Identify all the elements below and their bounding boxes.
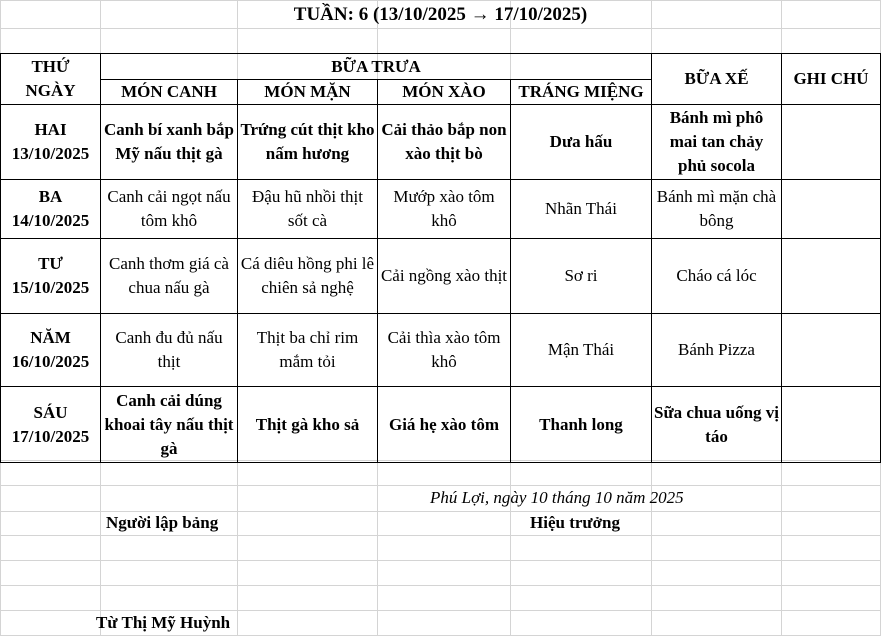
- day-name: TƯ: [38, 254, 63, 273]
- main-cell: Thịt ba chỉ rim mắm tỏi: [238, 314, 378, 387]
- table-row: [1, 387, 881, 463]
- dessert-cell: Mận Thái: [511, 314, 652, 387]
- day-cell: [1, 239, 101, 314]
- table-row: [1, 239, 881, 314]
- stirfry-cell: Cải thảo bắp non xào thịt bò: [378, 105, 511, 180]
- dessert-header: TRÁNG MIỆNG: [511, 80, 652, 105]
- preparer-name: Từ Thị Mỹ Huỳnh: [96, 613, 231, 632]
- place-date: Phú Lợi, ngày 10 tháng 10 năm 2025: [430, 488, 684, 507]
- main-cell: Đậu hũ nhồi thịt sốt cà: [238, 180, 378, 239]
- note-cell: [782, 314, 881, 387]
- soup-cell: Canh đu đủ nấu thịt: [101, 314, 238, 387]
- day-name: HAI: [34, 120, 67, 139]
- soup-header: MÓN CANH: [101, 80, 238, 105]
- snack-cell: Bánh Pizza: [652, 314, 782, 387]
- snack-cell: Sữa chua uống vị táo: [652, 387, 782, 463]
- day-name: BA: [38, 187, 63, 206]
- day-header: [1, 54, 101, 105]
- snack-cell: Cháo cá lóc: [652, 239, 782, 314]
- note-cell: [782, 180, 881, 239]
- snack-cell: Bánh mì mặn chà bông: [652, 180, 782, 239]
- soup-cell: Canh cải dúng khoai tây nấu thịt gà: [101, 387, 238, 463]
- dessert-cell: Thanh long: [511, 387, 652, 463]
- soup-cell: Canh thơm giá cà chua nấu gà: [101, 239, 238, 314]
- stirfry-cell: Giá hẹ xào tôm: [378, 387, 511, 463]
- lunch-header: BỮA TRƯA: [101, 54, 652, 80]
- soup-cell: Canh cải ngọt nấu tôm khô: [101, 180, 238, 239]
- menu-table: [0, 53, 881, 463]
- page-title: TUẦN: 6 (13/10/2025 → 17/10/2025): [293, 4, 588, 25]
- main-cell: Trứng cút thịt kho nấm hương: [238, 105, 378, 180]
- day-date: 17/10/2025: [11, 426, 90, 446]
- dessert-cell: Nhãn Thái: [511, 180, 652, 239]
- day-date: 15/10/2025: [11, 278, 90, 297]
- note-cell: [782, 387, 881, 463]
- note-cell: [782, 239, 881, 314]
- preparer-label: Người lập bảng: [106, 513, 219, 532]
- stirfry-cell: Mướp xào tôm khô: [378, 180, 511, 239]
- notes-header: GHI CHÚ: [782, 54, 881, 105]
- table-row: [1, 105, 881, 180]
- table-row: [1, 314, 881, 387]
- day-date: 16/10/2025: [11, 352, 90, 371]
- day-cell: [1, 387, 101, 463]
- dessert-cell: Sơ ri: [511, 239, 652, 314]
- day-header-line1: THỨ: [31, 57, 70, 76]
- stirfry-cell: Cải thìa xào tôm khô: [378, 314, 511, 387]
- day-header-line2: NGÀY: [25, 81, 76, 100]
- day-cell: [1, 180, 101, 239]
- main-cell: Thịt gà kho sả: [238, 387, 378, 463]
- day-date: 13/10/2025: [11, 144, 90, 163]
- day-cell: [1, 105, 101, 180]
- main-header: MÓN MẶN: [238, 80, 378, 105]
- stirfry-header: MÓN XÀO: [378, 80, 511, 105]
- note-cell: [782, 105, 881, 180]
- table-row: [1, 180, 881, 239]
- day-name: NĂM: [30, 328, 71, 347]
- day-name: SÁU: [33, 402, 68, 422]
- stirfry-cell: Cải ngồng xào thịt: [378, 239, 511, 314]
- principal-label: Hiệu trưởng: [530, 513, 620, 532]
- dessert-cell: Dưa hấu: [511, 105, 652, 180]
- day-cell: [1, 314, 101, 387]
- day-date: 14/10/2025: [11, 211, 90, 230]
- snack-cell: Bánh mì phô mai tan chảy phủ socola: [652, 105, 782, 180]
- snack-header: BỮA XẾ: [652, 54, 782, 105]
- soup-cell: Canh bí xanh bắp Mỹ nấu thịt gà: [101, 105, 238, 180]
- main-cell: Cá diêu hồng phi lê chiên sả nghệ: [238, 239, 378, 314]
